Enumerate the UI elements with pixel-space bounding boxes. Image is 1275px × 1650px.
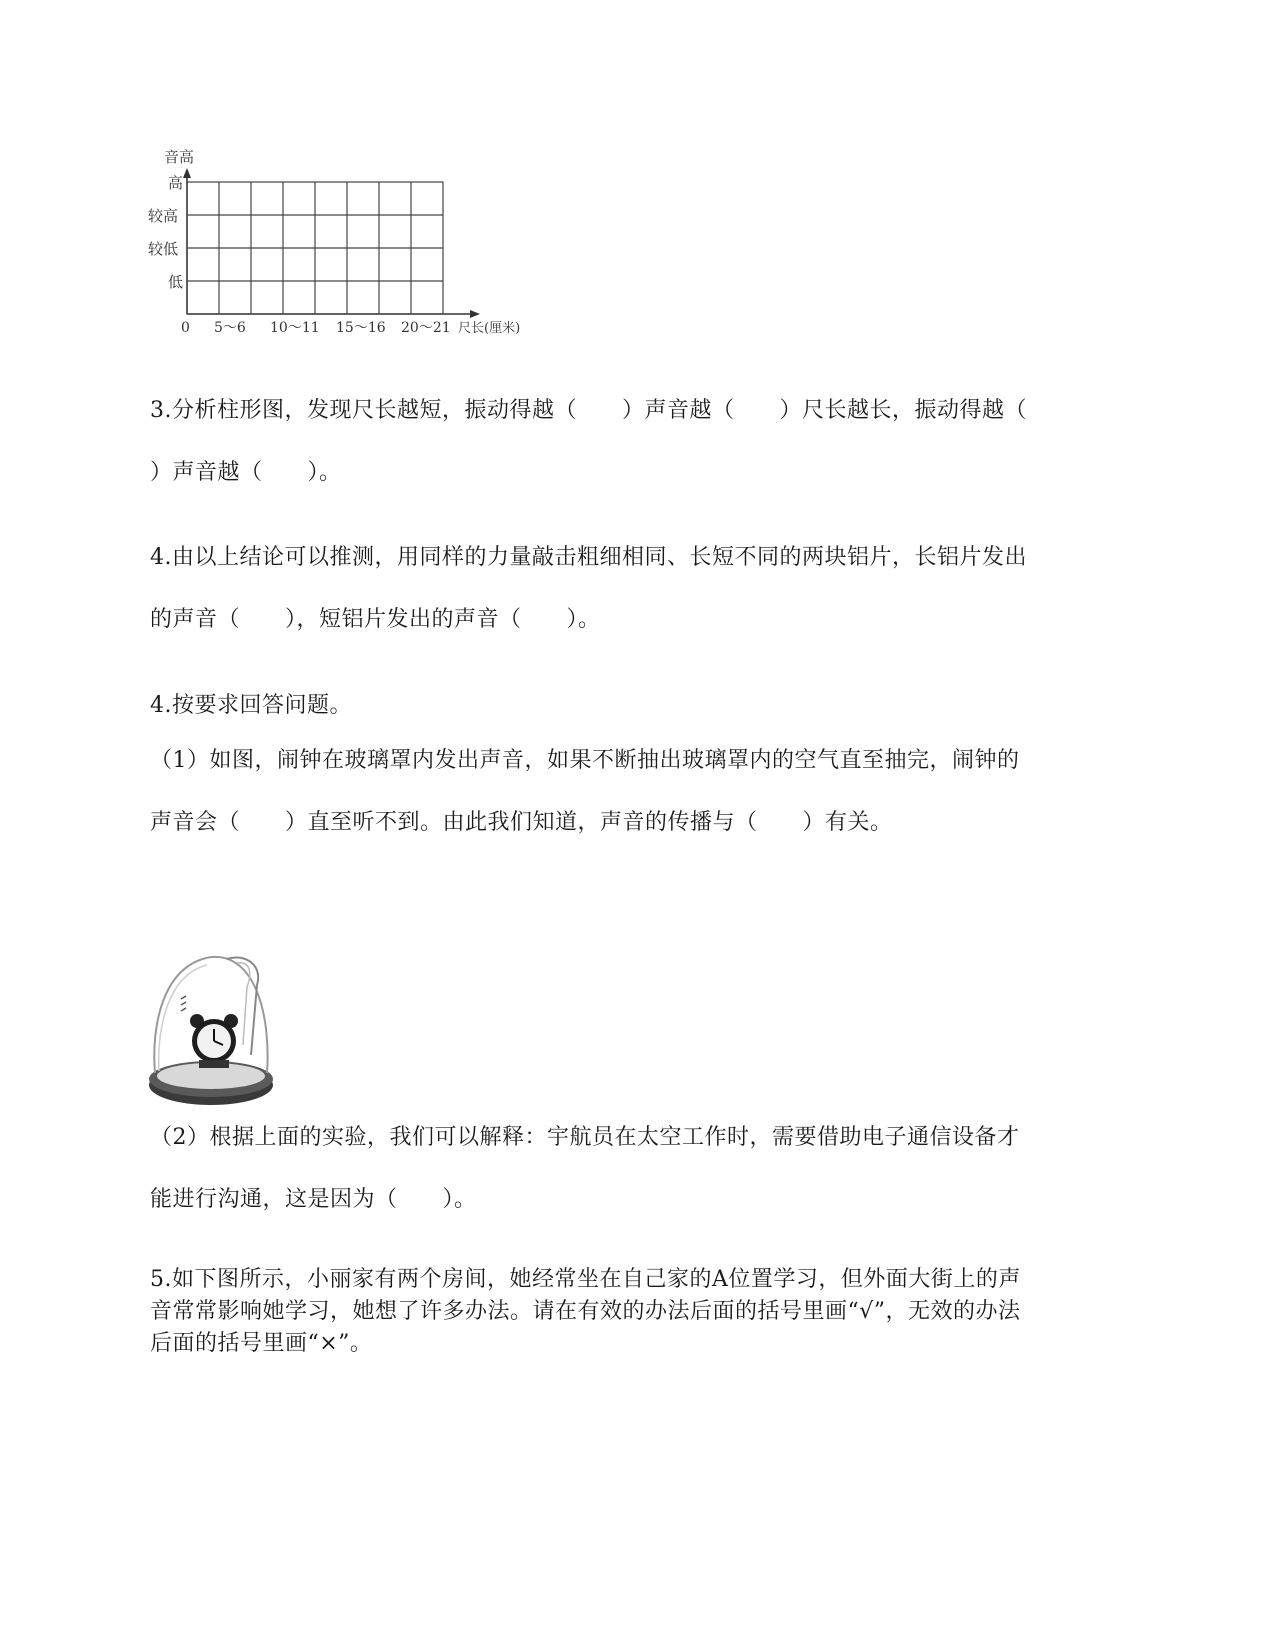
q4b-part2-line-1: （2）根据上面的实验，我们可以解释：宇航员在太空工作时，需要借助电子通信设备才 [150,1125,1020,1150]
y-level-label: 低 [168,273,184,291]
q4b-part1-line-2: 声音会（ ）直至听不到。由此我们知道，声音的传播与（ ）有关。 [150,810,893,835]
q4a-line-1: 4.由以上结论可以推测，用同样的力量敲击粗细相同、长短不同的两块铝片，长铝片发出 [150,545,1027,570]
q5-line-3: 后面的括号里画“×”。 [150,1331,373,1356]
x-origin-label: 0 [181,320,190,336]
y-level-label: 较高 [148,207,179,225]
x-axis-title: 尺长(厘米) [458,321,521,336]
x-tick-label: 15～16 [336,320,386,336]
q4b-heading: 4.按要求回答问题。 [150,693,352,718]
bell-jar-alarm-clock-illustration [145,935,295,1110]
q4b-part2-line-2: 能进行沟通，这是因为（ ）。 [150,1187,477,1212]
pitch-grid-chart [140,140,580,360]
q4a-line-2: 的声音（ ），短铝片发出的声音（ ）。 [150,607,601,632]
grid-lines [187,182,443,314]
q5-line-1: 5.如下图所示，小丽家有两个房间，她经常坐在自己家的A位置学习，但外面大街上的声 [150,1267,1021,1292]
q5-line-2: 音常常影响她学习，她想了许多办法。请在有效的办法后面的括号里画“√”，无效的办法 [150,1299,1021,1324]
y-level-label: 高 [168,174,184,192]
y-level-label: 较低 [148,240,179,258]
x-tick-label: 5～6 [214,320,246,336]
x-tick-label: 20～21 [401,320,451,336]
x-tick-label: 10～11 [270,320,320,336]
q4b-part1-line-1: （1）如图，闹钟在玻璃罩内发出声音，如果不断抽出玻璃罩内的空气直至抽完，闹钟的 [150,748,1020,773]
y-axis-title: 音高 [164,148,195,166]
q3-line-1: 3.分析柱形图，发现尺长越短，振动得越（ ）声音越（ ）尺长越长，振动得越（ [150,398,1027,423]
q3-line-2: ）声音越（ ）。 [150,460,342,485]
